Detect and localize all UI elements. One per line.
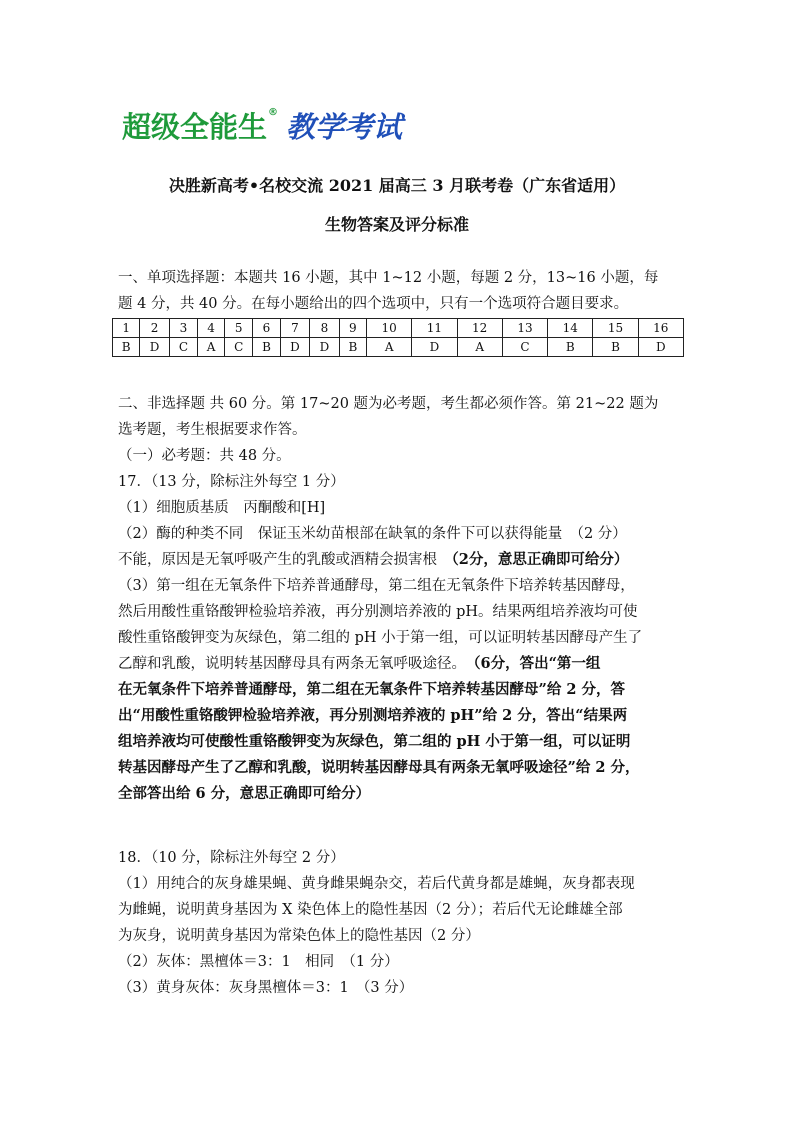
q17-answer-3-line1: （3）第一组在无氧条件下培养普通酵母，第二组在无氧条件下培养转基因酵母， xyxy=(118,578,635,594)
answer-cell: B xyxy=(113,338,140,357)
document-title: 决胜新高考•名校交流 2021 届高三 3 月联考卷（广东省适用） xyxy=(168,176,626,195)
question-number-cell: 2 xyxy=(140,319,170,338)
answer-cell: B xyxy=(253,338,280,357)
q17-answer-3-line3: 酸性重铬酸钾变为灰绿色，第二组的 pH 小于第一组，可以证明转基因酵母产生了 xyxy=(118,630,643,646)
q17-scoring-line6: 出“用酸性重铬酸钾检验培养液，再分别测培养液的 pH”给 2 分，答出“结果两 xyxy=(118,707,628,724)
section2-intro-line1: 二、非选择题 共 60 分。第 17~20 题为必考题，考生都必须作答。第 21~22 题为 xyxy=(118,396,659,412)
question-number-cell: 11 xyxy=(412,319,457,338)
logo-registered-mark: ® xyxy=(268,107,279,118)
answer-cell: D xyxy=(412,338,457,357)
q17-answer-2b-score: （2分，意思正确即可给分） xyxy=(451,551,629,568)
document-subtitle: 生物答案及评分标准 xyxy=(324,215,469,234)
answer-cell: B xyxy=(339,338,366,357)
q18-answer-3: （3）黄身灰体：灰身黑檀体＝3：1 （3 分） xyxy=(118,980,414,996)
question-number-cell: 16 xyxy=(638,319,683,338)
q17-answer-3-line4 xyxy=(118,652,600,673)
answer-table-number-row xyxy=(113,319,684,338)
answer-cell: C xyxy=(502,338,547,357)
question-number-cell: 13 xyxy=(502,319,547,338)
section2-required: （一）必考题：共 48 分。 xyxy=(118,448,291,464)
answer-cell: C xyxy=(169,338,197,357)
q17-answer-3-line4-score: （6分，答出“第一组 xyxy=(473,655,601,672)
question-number-cell: 12 xyxy=(457,319,502,338)
answer-cell: A xyxy=(198,338,225,357)
q17-answer-2b xyxy=(118,548,628,569)
q17-header: 17．（13 分，除标注外每空 1 分） xyxy=(118,474,345,490)
question-number-cell: 10 xyxy=(367,319,412,338)
answer-cell: B xyxy=(593,338,638,357)
brand-logo xyxy=(122,105,402,146)
answer-table xyxy=(112,318,684,357)
section2-intro-line2: 选考题，考生根据要求作答。 xyxy=(118,422,307,438)
q17-answer-2b-text: 不能，原因是无氧呼吸产生的乳酸或酒精会损害根 xyxy=(118,552,452,568)
answer-cell: D xyxy=(638,338,683,357)
q17-scoring-line8: 转基因酵母产生了乙醇和乳酸，说明转基因酵母具有两条无氧呼吸途径”给 2 分， xyxy=(118,759,640,776)
question-number-cell: 8 xyxy=(310,319,340,338)
question-number-cell: 4 xyxy=(198,319,225,338)
answer-cell: A xyxy=(367,338,412,357)
answer-cell: D xyxy=(280,338,310,357)
q17-scoring-line5: 在无氧条件下培养普通酵母，第二组在无氧条件下培养转基因酵母”给 2 分，答 xyxy=(118,681,626,698)
q17-answer-2: （2）酶的种类不同 保证玉米幼苗根部在缺氧的条件下可以获得能量 （2 分） xyxy=(118,526,627,542)
answer-cell: B xyxy=(548,338,593,357)
q17-answer-1: （1）细胞质基质 丙酮酸和[H] xyxy=(118,500,326,516)
answer-table-answer-row xyxy=(113,338,684,357)
logo-brand-text: 超级全能生 xyxy=(122,110,268,144)
q17-answer-3-line4-text: 乙醇和乳酸，说明转基因酵母具有两条无氧呼吸途径。 xyxy=(118,656,474,672)
q17-scoring-line9: 全部答出给 6 分，意思正确即可给分） xyxy=(118,785,371,802)
q18-header: 18．（10 分，除标注外每空 2 分） xyxy=(118,850,345,866)
q18-answer-1-line3: 为灰身，说明黄身基因为常染色体上的隐性基因（2 分） xyxy=(118,928,480,944)
q18-answer-2: （2）灰体：黑檀体＝3：1 相同 （1 分） xyxy=(118,954,399,970)
q17-scoring-line7: 组培养液均可使酸性重铬酸钾变为灰绿色，第二组的 pH 小于第一组，可以证明 xyxy=(118,733,631,750)
question-number-cell: 9 xyxy=(339,319,366,338)
q17-answer-3-line2: 然后用酸性重铬酸钾检验培养液，再分别测培养液的 pH。结果两组培养液均可使 xyxy=(118,604,638,620)
question-number-cell: 7 xyxy=(280,319,310,338)
q18-answer-1-line2: 为雌蝇，说明黄身基因为 X 染色体上的隐性基因（2 分）；若后代无论雌雄全部 xyxy=(118,902,623,918)
question-number-cell: 14 xyxy=(548,319,593,338)
logo-sub-text: 教学考试 xyxy=(286,110,403,144)
answer-cell: D xyxy=(310,338,340,357)
question-number-cell: 15 xyxy=(593,319,638,338)
answer-cell: D xyxy=(140,338,170,357)
q18-answer-1-line1: （1）用纯合的灰身雄果蝇、黄身雌果蝇杂交，若后代黄身都是雄蝇，灰身都表现 xyxy=(118,876,635,892)
question-number-cell: 6 xyxy=(253,319,280,338)
section1-intro-line2: 题 4 分，共 40 分。在每小题给出的四个选项中，只有一个选项符合题目要求。 xyxy=(118,296,629,312)
answer-cell: A xyxy=(457,338,502,357)
question-number-cell: 5 xyxy=(225,319,253,338)
question-number-cell: 3 xyxy=(169,319,197,338)
question-number-cell: 1 xyxy=(113,319,140,338)
answer-cell: C xyxy=(225,338,253,357)
section1-intro-line1: 一、单项选择题：本题共 16 小题，其中 1~12 小题，每题 2 分，13~16 小题，每 xyxy=(118,270,659,286)
